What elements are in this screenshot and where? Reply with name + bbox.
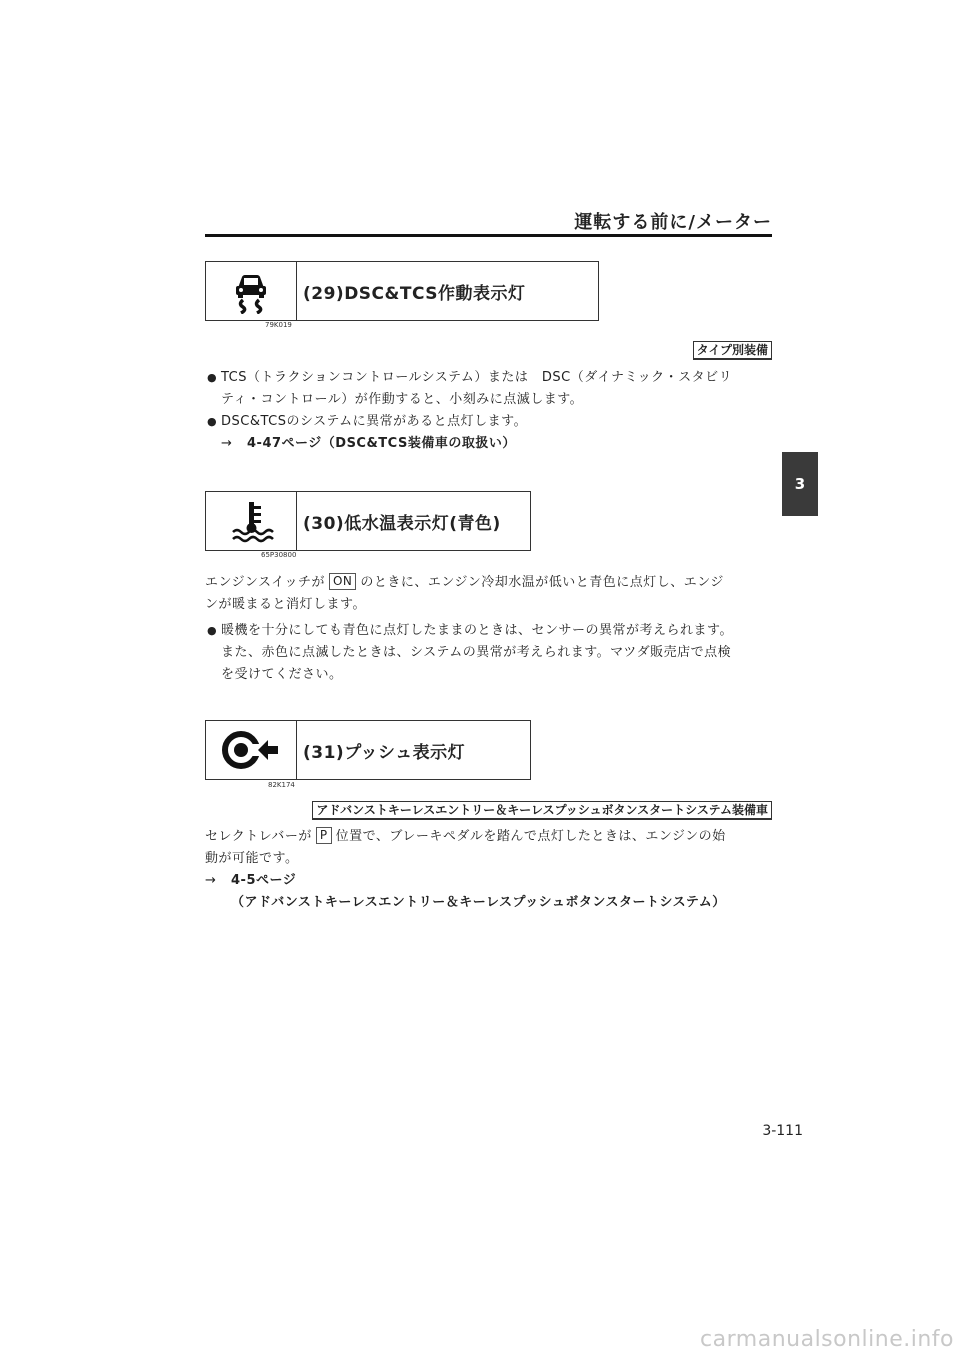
bullet-item: ● TCS（トラクションコントロールシステム）または DSC（ダイナミック・スタビリ ティ・コントロール）が作動すると、小刻みに点滅します。	[207, 367, 732, 411]
chapter-tab[interactable]: 3	[782, 452, 818, 516]
page-header-title: 運転する前に/メーター	[574, 212, 772, 233]
push-start-icon	[220, 727, 282, 773]
section31-body: セレクトレバーが P 位置で、ブレーキペダルを踏んで点灯したときは、エンジンの始 動が可能です。 → 4-5ページ （アドバンストキーレスエントリー＆キーレスプッシュボタンスタートシステム）	[205, 826, 726, 914]
indicator-title: (29)DSC&TCS作動表示灯	[303, 283, 526, 304]
page-reference-detail[interactable]: （アドバンストキーレスエントリー＆キーレスプッシュボタンスタートシステム）	[231, 895, 726, 910]
type-label: タイプ別装備	[693, 341, 772, 360]
icon-cell	[206, 492, 297, 550]
watermark: carmanualsonline.info	[700, 1327, 954, 1352]
coolant-temperature-icon	[228, 498, 274, 544]
bullet-item: ● 暖機を十分にしても青色に点灯したままのときは、センサーの異常が考えられます。 また、赤色に点滅したときは、システムの異常が考えられます。マツダ販売店で点検 を受けてください。	[207, 620, 733, 686]
indicator-box-low-water-temp	[205, 491, 531, 551]
image-code: 65P30800	[261, 551, 297, 559]
page-reference[interactable]: → 4-5ページ	[205, 870, 726, 892]
bullet-item: ● DSC&TCSのシステムに異常があると点灯します。	[207, 411, 732, 433]
indicator-title: (31)プッシュ表示灯	[303, 742, 466, 763]
indicator-title: (30)低水温表示灯(青色)	[303, 513, 501, 534]
icon-cell	[206, 721, 297, 779]
arrow: →	[205, 873, 217, 888]
skidding-car-icon	[228, 268, 274, 314]
page-number: 3-111	[762, 1123, 803, 1139]
section29-body	[207, 367, 732, 455]
ignition-on-key-label: ON	[329, 573, 356, 590]
section30-body: エンジンスイッチが ON のときに、エンジン冷却水温が低いと青色に点灯し、エンジ ンが暖まると消灯します。 ● 暖機を十分にしても青色に点灯したままのときは、センサーの異常が考えられます。 また、赤色に点滅したときは、システムの異常が考えられます。マツダ販売店で点検 を受けてください。	[205, 572, 733, 686]
icon-cell	[206, 262, 297, 320]
image-code: 79K019	[265, 321, 292, 329]
type-label: アドバンストキーレスエントリー＆キーレスプッシュボタンスタートシステム装備車	[312, 801, 772, 820]
paragraph: エンジンスイッチが ON のときに、エンジン冷却水温が低いと青色に点灯し、エンジ	[205, 574, 724, 590]
paragraph: セレクトレバーが P 位置で、ブレーキペダルを踏んで点灯したときは、エンジンの始	[205, 828, 726, 844]
page-reference[interactable]: → 4-47ページ（DSC&TCS装備車の取扱い）	[207, 433, 732, 455]
header-rule	[205, 234, 772, 237]
park-position-key-label: P	[316, 827, 332, 844]
indicator-box-dsc-tcs	[205, 261, 599, 321]
image-code: 82K174	[268, 781, 295, 789]
arrow: →	[221, 436, 233, 451]
indicator-box-push	[205, 720, 531, 780]
